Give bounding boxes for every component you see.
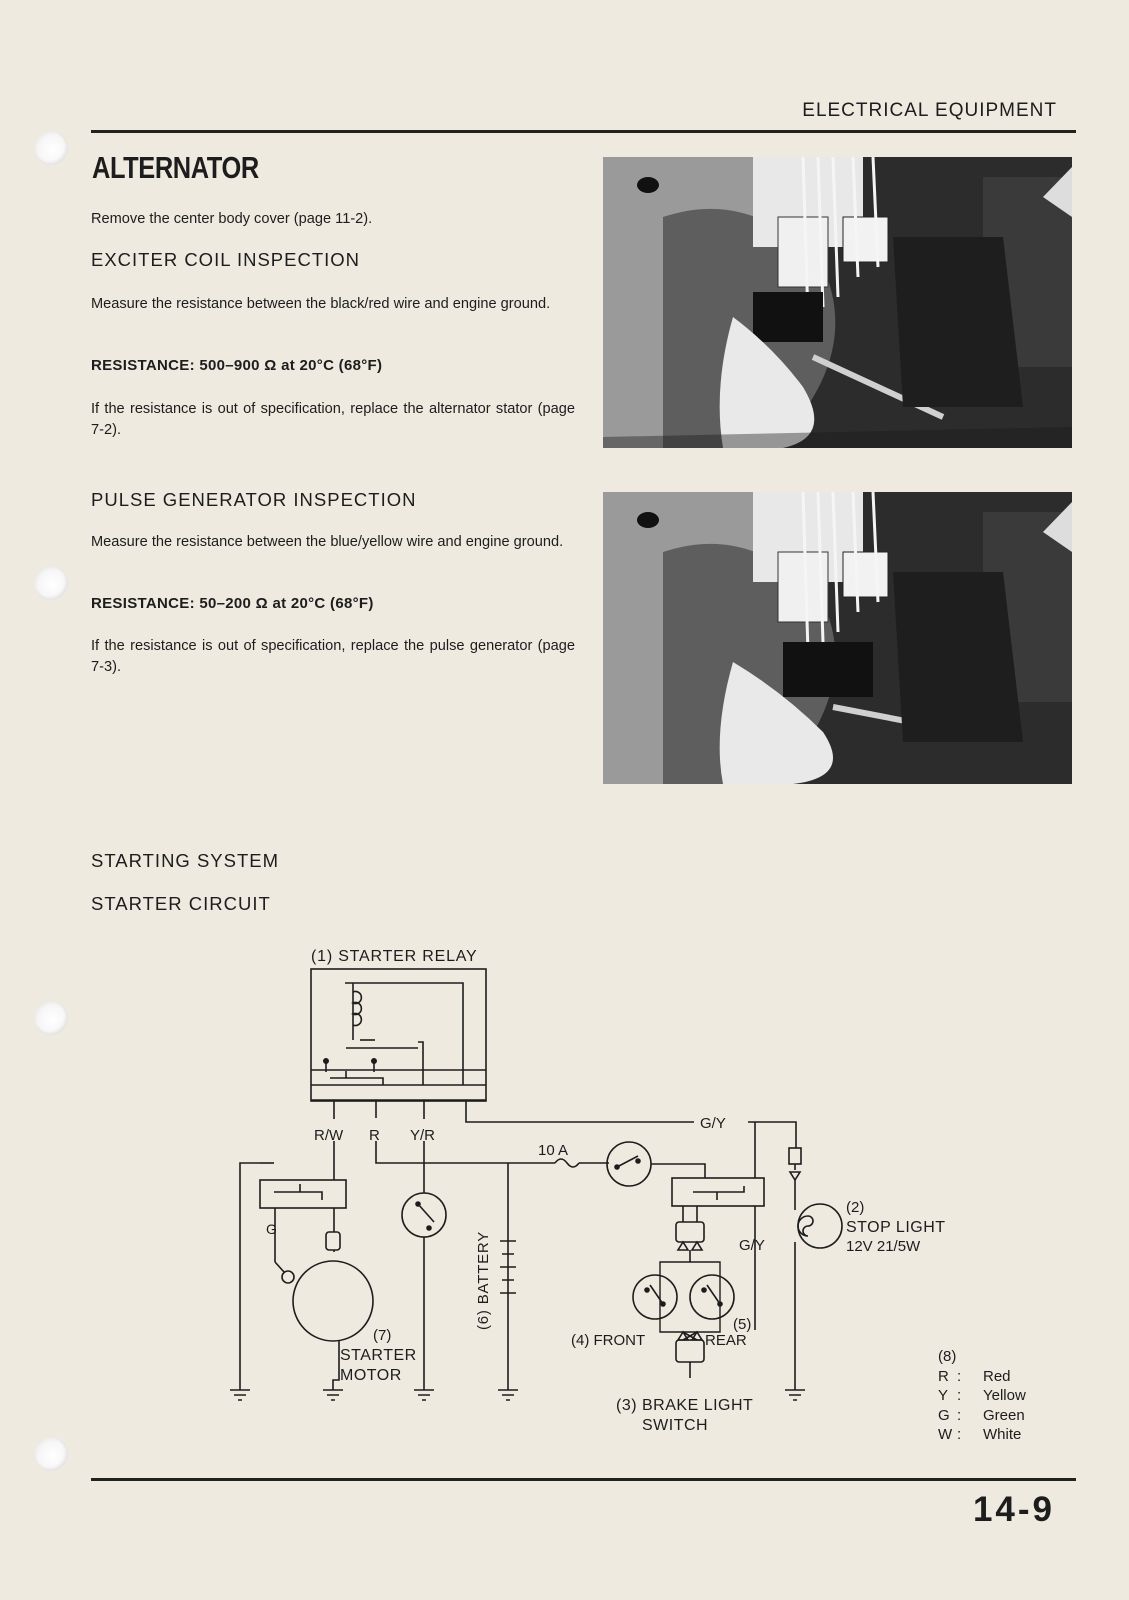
label-wire-rw: R/W	[314, 1127, 344, 1144]
label-battery: (6) BATTERY	[475, 1230, 492, 1330]
label-starter-relay: (1) STARTER RELAY	[311, 948, 478, 965]
exciter-heading: EXCITER COIL INSPECTION	[91, 249, 361, 270]
legend-row: Y : Yellow	[938, 1387, 1026, 1404]
pulse-spec: RESISTANCE: 50–200 Ω at 20°C (68°F)	[91, 595, 374, 612]
exciter-measure-text: Measure the resistance between the black/red wire and engine ground.	[91, 296, 551, 312]
legend-row: R : Red	[938, 1367, 1011, 1385]
label-motor-num: (7)	[373, 1327, 392, 1344]
label-motor-1: STARTER	[340, 1347, 417, 1364]
starting-system-heading: STARTING SYSTEM	[91, 850, 280, 871]
exciter-photo	[603, 157, 1072, 448]
pulse-measure-text: Measure the resistance between the blue/yellow wire and engine ground.	[91, 534, 564, 550]
legend-row: G : Green	[938, 1406, 1025, 1424]
label-rear-num: (5)	[733, 1316, 752, 1333]
label-fuse: 10 A	[538, 1142, 569, 1159]
legend-number: (8)	[938, 1348, 957, 1365]
section-header: ELECTRICAL EQUIPMENT	[802, 100, 1057, 121]
pulse-heading: PULSE GENERATOR INSPECTION	[91, 489, 417, 510]
label-wire-yr: Y/R	[410, 1127, 436, 1144]
label-stop-light-spec: 12V 21/5W	[846, 1238, 921, 1255]
legend-row: W : White	[938, 1426, 1022, 1443]
label-wire-gy-top: G/Y	[700, 1115, 726, 1132]
label-wire-gy-mid: G/Y	[739, 1237, 765, 1254]
label-brake-switch-2: SWITCH	[642, 1417, 709, 1434]
exciter-spec: RESISTANCE: 500–900 Ω at 20°C (68°F)	[91, 357, 383, 374]
pulse-note-text: If the resistance is out of specification, replace the pulse generator (page 7-3).	[91, 638, 575, 675]
bottom-rule	[91, 1478, 1076, 1481]
label-wire-g: G	[266, 1221, 277, 1237]
pulse-generator-photo	[603, 492, 1072, 784]
label-brake-switch-1: (3) BRAKE LIGHT	[616, 1397, 754, 1414]
label-motor-2: MOTOR	[340, 1367, 402, 1384]
label-stop-light-num: (2)	[846, 1199, 865, 1216]
punch-hole	[34, 131, 68, 165]
label-front: (4) FRONT	[571, 1332, 646, 1349]
label-wire-r: R	[369, 1127, 380, 1144]
punch-hole	[34, 1437, 68, 1471]
exciter-note-text: If the resistance is out of specification, replace the alternator stator (page 7-2).	[91, 401, 575, 438]
top-rule	[91, 130, 1076, 133]
punch-hole	[34, 566, 68, 600]
page-number: 14-9	[972, 1490, 1055, 1529]
color-legend	[938, 1347, 1026, 1445]
punch-hole	[34, 1001, 68, 1035]
page-title: ALTERNATOR	[92, 150, 259, 185]
label-stop-light: STOP LIGHT	[846, 1219, 946, 1236]
intro-text: Remove the center body cover (page 11-2).	[91, 211, 373, 227]
starter-circuit-heading: STARTER CIRCUIT	[91, 893, 271, 914]
label-rear: REAR	[705, 1332, 747, 1349]
